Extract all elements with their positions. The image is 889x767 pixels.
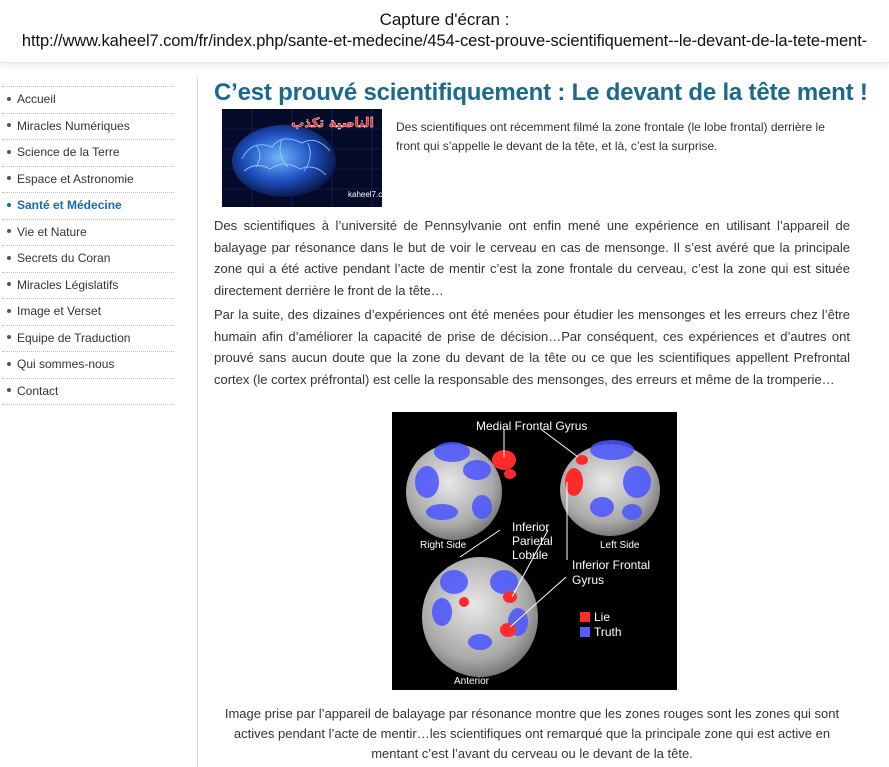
sidebar-item-label: Secrets du Coran <box>17 251 111 265</box>
sidebar-item-label: Accueil <box>17 92 56 106</box>
sidebar-item-sante-medecine[interactable] <box>2 192 174 219</box>
sidebar-item-image-verset[interactable] <box>2 298 174 325</box>
sidebar-item-contact[interactable] <box>2 378 174 406</box>
label-parietal: Parietal <box>512 534 553 548</box>
sidebar-item-label: Espace et Astronomie <box>17 171 134 186</box>
bullet-icon <box>7 150 11 154</box>
sidebar-item-label: Contact <box>17 383 59 398</box>
label-gyrus: Gyrus <box>572 573 605 587</box>
label-anterior: Anterior <box>454 676 490 687</box>
figure-caption: Image prise par l’appareil de balayage par résonance montre que les zones rouges sont les zones qui sont actives pendant l’acte de mentir…les scientifiques ont remarqué que la principale zone qui est active en mentant c’est l’avant du cerveau ou le devant de la tête. <box>224 706 840 761</box>
legend-truth-swatch <box>580 627 590 637</box>
label-lobule: Lobule <box>512 548 549 562</box>
thumbnail-site-text: kaheel7.com <box>348 190 394 199</box>
fmri-figure[interactable] <box>392 412 677 690</box>
label-medial-frontal-gyrus: Medial Frontal Gyrus <box>476 419 588 433</box>
sidebar-item-label: Qui sommes-nous <box>17 357 115 371</box>
sidebar-item-miracles-legislatifs[interactable] <box>2 272 174 299</box>
sidebar-item-label: Vie et Nature <box>17 224 87 239</box>
sidebar-nav <box>2 86 174 405</box>
column-divider <box>197 78 198 767</box>
fmri-brain-image <box>392 412 677 690</box>
thumbnail-arabic-text: الناصية تكذب <box>291 116 374 131</box>
sidebar-item-secrets-coran[interactable] <box>2 245 174 272</box>
bullet-icon <box>7 256 11 260</box>
bullet-icon <box>7 282 11 286</box>
bullet-icon <box>7 335 11 339</box>
bullet-icon <box>7 203 11 207</box>
sidebar-item-label: Image et Verset <box>17 304 102 318</box>
intro-block <box>214 108 850 209</box>
sidebar-item-label: Miracles Numériques <box>17 118 130 133</box>
brain-thumbnail-image <box>222 109 394 207</box>
legend-lie-swatch <box>580 612 590 622</box>
bullet-icon <box>7 176 11 180</box>
label-left-side: Left Side <box>600 540 640 551</box>
sidebar-item-label: Science de la Terre <box>17 145 120 159</box>
sidebar-item-miracles-numeriques[interactable] <box>2 113 174 140</box>
sidebar-item-espace-astronomie[interactable] <box>2 166 174 193</box>
label-inferior-frontal: Inferior Frontal <box>572 558 651 572</box>
paragraph-1: Des scientifiques à l’université de Pennsylvanie ont enfin mené une expérience en utilisant l’appareil de balayage par résonance dans le but de voir le cerveau en cas de mensonge. Il s’est avéré que la principale zone qui a été active pendant l’acte de mentir c’est la zone frontale du cerveau, c’est la zone qui est située directement derrière le front de la tête… <box>214 218 850 298</box>
label-inferior: Inferior <box>512 520 550 534</box>
capture-title: Capture d'écran : <box>379 10 510 29</box>
bullet-icon <box>7 362 11 366</box>
capture-header <box>0 0 889 63</box>
legend-lie-label: Lie <box>594 610 611 624</box>
sidebar-item-equipe-traduction[interactable] <box>2 325 174 352</box>
sidebar-item-label: Equipe de Traduction <box>17 330 131 345</box>
sidebar-item-qui-sommes-nous[interactable] <box>2 351 174 378</box>
sidebar-item-vie-nature[interactable] <box>2 219 174 246</box>
bullet-icon <box>7 123 11 127</box>
sidebar-item-accueil[interactable] <box>2 86 174 113</box>
bullet-icon <box>7 97 11 101</box>
sidebar-item-science-terre[interactable] <box>2 139 174 166</box>
bullet-icon <box>7 388 11 392</box>
bullet-icon <box>7 229 11 233</box>
intro-text: Des scientifiques ont récemment filmé la zone frontale (le lobe frontal) derrière le front qui s’appelle le devant de la tête, et là, c’est la surprise. <box>396 120 825 153</box>
article <box>214 78 868 209</box>
article-thumbnail[interactable] <box>222 109 394 207</box>
legend-truth-label: Truth <box>594 625 622 639</box>
paragraph-2: Par la suite, des dizaines d’expériences ont été menées pour étudier les mensonges et les erreurs chez l’être humain afin d’améliorer la capacité de prise de décision…Par conséquent, ces expériences et d’autres ont prouvé sans aucun doute que la zone du devant de la tête ou ce que les scientifiques appellent Prefrontal cortex (le cortex préfrontal) est celle la responsable des mensonges, des erreurs et même de la tromperie… <box>214 307 850 387</box>
label-right-side: Right Side <box>420 540 467 551</box>
sidebar-item-label: Santé et Médecine <box>17 198 122 212</box>
sidebar-item-label: Miracles Législatifs <box>17 277 119 292</box>
capture-url: http://www.kaheel7.com/fr/index.php/sante-et-medecine/454-cest-prouve-scientifiquement--le-devant-de-la-tete-ment- <box>21 32 868 50</box>
bullet-icon <box>7 309 11 313</box>
page-title[interactable]: C’est prouvé scientifiquement : Le devant de la tête ment ! <box>214 79 868 106</box>
